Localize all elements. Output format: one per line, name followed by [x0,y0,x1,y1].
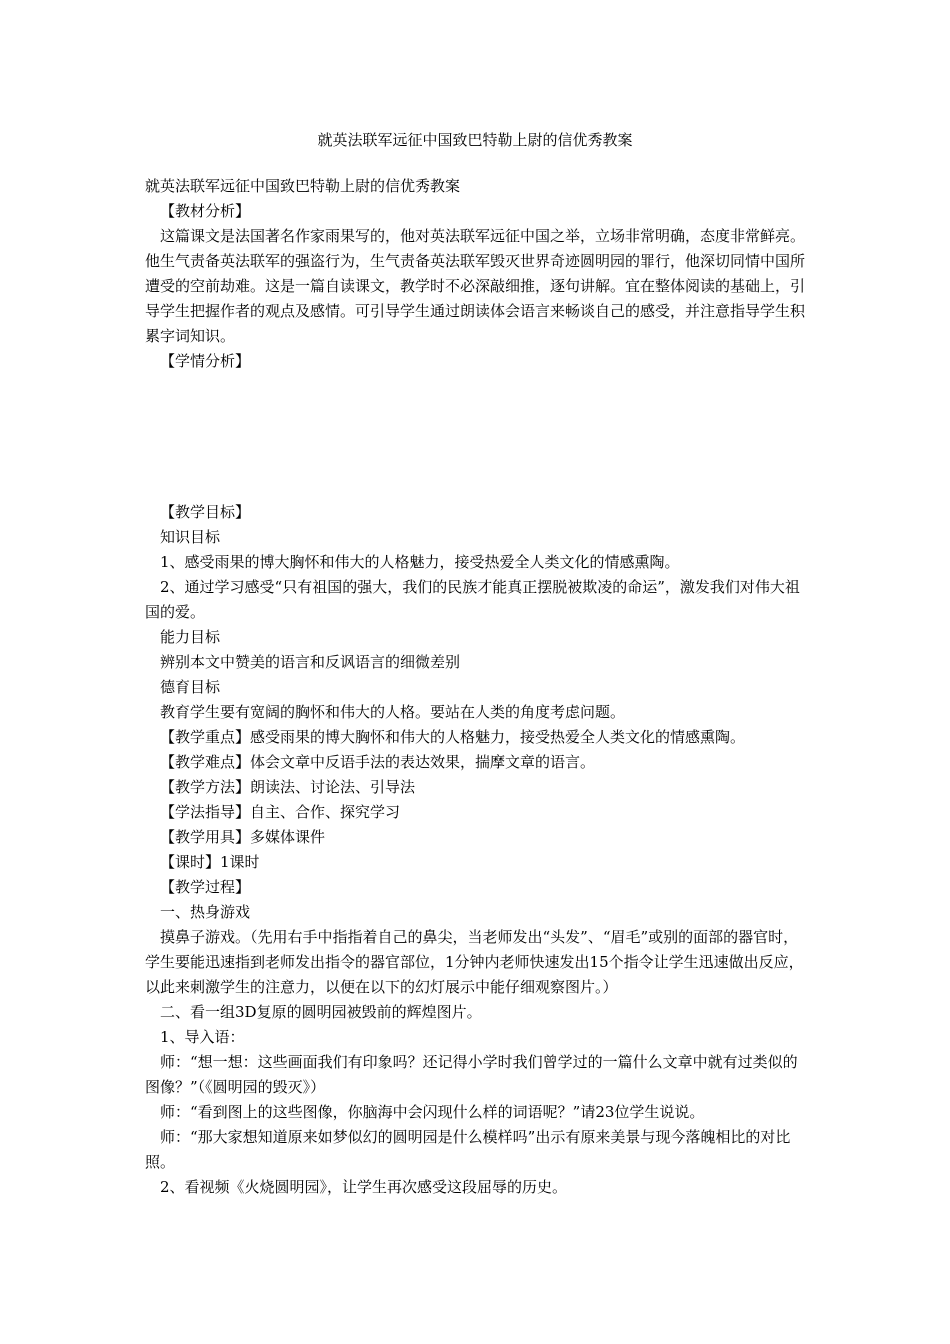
ability-goal-text: 辨别本文中赞美的语言和反讽语言的细微差别 [160,653,461,671]
document-subtitle: 就英法联军远征中国致巴特勒上尉的信优秀教案 [145,177,461,195]
process-step-1-title: 一、热身游戏 [160,903,251,921]
moral-goal-label: 德育目标 [160,678,221,696]
ability-goal-label: 能力目标 [160,628,221,646]
class-hours: 【课时】1课时 [160,853,260,871]
teaching-methods: 【教学方法】朗读法、讨论法、引导法 [160,778,416,796]
teaching-process-heading: 【教学过程】 [160,878,251,896]
process-step-2-title: 二、看一组3D复原的圆明园被毁前的辉煌图片。 [160,1003,482,1021]
process-step-2-sub-2: 2、看视频《火烧圆明园》，让学生再次感受这段屈辱的历史。 [160,1178,568,1196]
process-step-1-body: 摸鼻子游戏。（先用右手中指指着自己的鼻尖，当老师发出“头发”、“眉毛”或别的面部的器官时，学生要能迅速指到老师发出指令的器官部位，1分钟内老师快速发出15个指令让学生迅速做出反应，以此来刺激学生的注意力，以便在以下的幻灯展示中能仔细观察图片。） [145,928,804,996]
material-analysis-heading: 【教材分析】 [160,202,251,220]
teacher-line-2: 师：“看到图上的这些图像，你脑海中会闪现什么样的词语呢？”请23位学生说说。 [160,1103,705,1121]
blank-space [145,374,807,500]
document-body [145,174,807,1200]
knowledge-goal-item-2: 2、通过学习感受“只有祖国的强大，我们的民族才能真正摆脱被欺凌的命运”，激发我们对伟大祖国的爱。 [145,578,800,621]
material-analysis-paragraph: 这篇课文是法国著名作家雨果写的，他对英法联军远征中国之举，立场非常明确，态度非常鲜亮。他生气责备英法联军的强盗行为，生气责备英法联军毁灭世界奇迹圆明园的罪行，他深切同情中国所遭受的空前劫难。这是一篇自读课文，教学时不必深敲细推，逐句讲解。宜在整体阅读的基础上，引导学生把握作者的观点及感情。可引导学生通过朗读体会语言来畅谈自己的感受，并注意指导学生积累字词知识。 [145,227,806,345]
teacher-line-1: 师：“想一想：这些画面我们有印象吗？还记得小学时我们曾学过的一篇什么文章中就有过类似的图像？”（《圆明园的毁灭》） [145,1053,798,1096]
learning-analysis-heading: 【学情分析】 [160,352,251,370]
teacher-line-3: 师：“那大家想知道原来如梦似幻的圆明园是什么模样吗”出示有原来美景与现今落魄相比的对比照。 [145,1128,791,1171]
moral-goal-text: 教育学生要有宽阔的胸怀和伟大的人格。要站在人类的角度考虑问题。 [160,703,626,721]
teaching-goals-heading: 【教学目标】 [160,503,251,521]
study-guide: 【学法指导】自主、合作、探究学习 [160,803,401,821]
teaching-tools: 【教学用具】多媒体课件 [160,828,326,846]
process-step-2-sub-1: 1、导入语： [160,1028,245,1046]
page-title: 就英法联军远征中国致巴特勒上尉的信优秀教案 [317,131,633,149]
difficult-points: 【教学难点】体会文章中反语手法的表达效果，揣摩文章的语言。 [160,753,596,771]
knowledge-goal-label: 知识目标 [160,528,221,546]
key-points: 【教学重点】感受雨果的博大胸怀和伟大的人格魅力，接受热爱全人类文化的情感熏陶。 [160,728,746,746]
knowledge-goal-item-1: 1、感受雨果的博大胸怀和伟大的人格魅力，接受热爱全人类文化的情感熏陶。 [160,553,680,571]
